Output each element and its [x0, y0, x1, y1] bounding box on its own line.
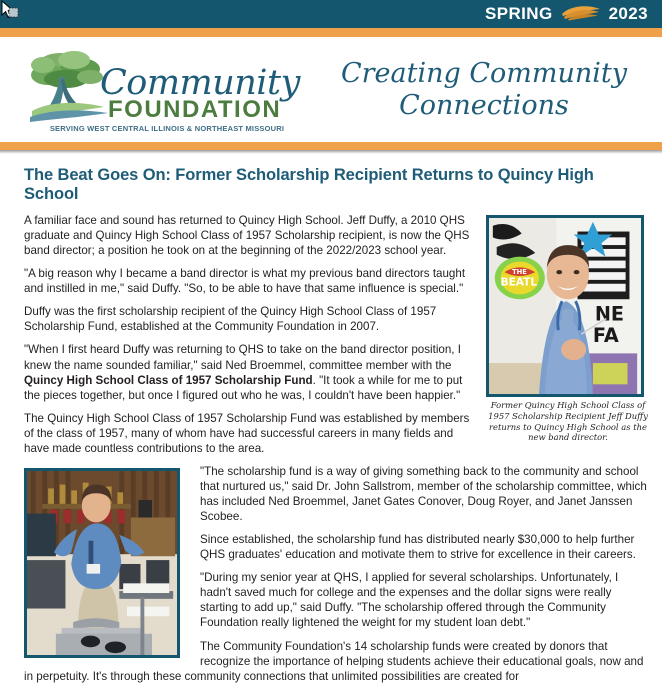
article-headline: The Beat Goes On: Former Scholarship Recipient Returns to Quincy High School [24, 166, 594, 203]
svg-text:BEATL: BEATL [500, 276, 538, 289]
jeff-duffy-conducting-photo [24, 468, 180, 658]
jeff-duffy-portrait-figure [486, 215, 650, 443]
article-paragraph-5: The Quincy High School Class of 1957 Scholarship Fund was established by members of the class of 1957, many of whom have had successful careers in many fields and have made countless contributions to the area. [24, 411, 470, 455]
article-paragraph-4-part-b: . "It took a while for me to put the pieces together, but once I figured out who he was, I couldn't have been happier." [24, 373, 463, 402]
jeff-duffy-conducting-figure [24, 468, 186, 658]
jeff-duffy-portrait-caption: Former Quincy High School Class of 1957 Scholarship Recipient Jeff Duffy returns to Quincy High School as the new band director. [488, 400, 648, 443]
article-paragraph-2: "A big reason why I became a band director is what my previous band directors taught and instilled in me," said Duffy. "So, to be able to have that same influence is special." [24, 267, 466, 296]
article-paragraph-7: Since established, the scholarship fund has distributed nearly $30,000 to help further QHS graduates' education and motivate them to strive for excellence in their careers. [200, 533, 636, 562]
logo-service-area-tagline: SERVING WEST CENTRAL ILLINOIS & NORTHEAST MISSOURI [49, 123, 285, 133]
logo-wordmark-secondary: FOUNDATION [108, 95, 282, 123]
orange-rule-top [0, 28, 662, 37]
article-paragraph-4-part-a: "When I first heard Duffy was returning to QHS to take on the band director position, I knew the name sounded familiar," said Ned Broemmel, committee member with the [24, 343, 461, 372]
masthead-tagline-line2: Connections [399, 89, 569, 121]
masthead [0, 37, 662, 142]
article-paragraph-9: The Community Foundation's 14 scholarship funds were created by donors that recognize the importance of helping students achieve their educational goals, now and in perpetuity. It's through these community connections that unlimited possibilities are created for [24, 639, 644, 683]
issue-season: SPRING [485, 4, 553, 23]
masthead-tagline [312, 58, 646, 122]
article-paragraph-3: Duffy was the first scholarship recipient of the Quincy High School Class of 1957 Scholarship Fund, established at the Community Foundation in 2007. [24, 305, 437, 334]
article-paragraph-1: A familiar face and sound has returned to Quincy High School. Jeff Duffy, a 2010 QHS graduate and Quincy High School Class of 1957 Scholarship recipient, is now the QHS band director; a position he took on at the beginning of the 2022/2023 school year. [24, 214, 470, 258]
svg-text:THE: THE [512, 268, 527, 277]
article [0, 154, 662, 692]
foundation-logo [22, 47, 312, 133]
article-paragraph-8: "During my senior year at QHS, I applied for several scholarships. Unfortunately, I hadn't saved much for college and the expenses and the dollar signs were really starting to add up," said Duffy. "The scholarship offered through the Community Foundation really lightened the weight for my student loan debt." [200, 571, 619, 630]
issue-year: 2023 [608, 4, 648, 23]
leaf-swoosh-icon [560, 3, 602, 26]
svg-text:FA: FA [592, 323, 619, 347]
article-paragraph-6: "The scholarship fund is a way of giving something back to the community and school that nurtured us," said Dr. John Sallstrom, member of the scholarship committee, which has included Ned Broemmel, Janet Gates Conover, Doug Royer, and Janet Janssen Scobee. [200, 464, 647, 524]
svg-text:NE: NE [594, 302, 625, 326]
article-body [24, 213, 650, 692]
masthead-tagline-line1: Creating Community [340, 57, 628, 89]
issue-banner [0, 0, 662, 28]
orange-rule-bottom [0, 142, 662, 150]
issue-label [485, 0, 648, 28]
logo-wordmark-primary: Community [100, 62, 300, 103]
scholarship-fund-name-bold: Quincy High School Class of 1957 Scholarship Fund [24, 373, 313, 387]
jeff-duffy-portrait-photo [486, 215, 644, 397]
